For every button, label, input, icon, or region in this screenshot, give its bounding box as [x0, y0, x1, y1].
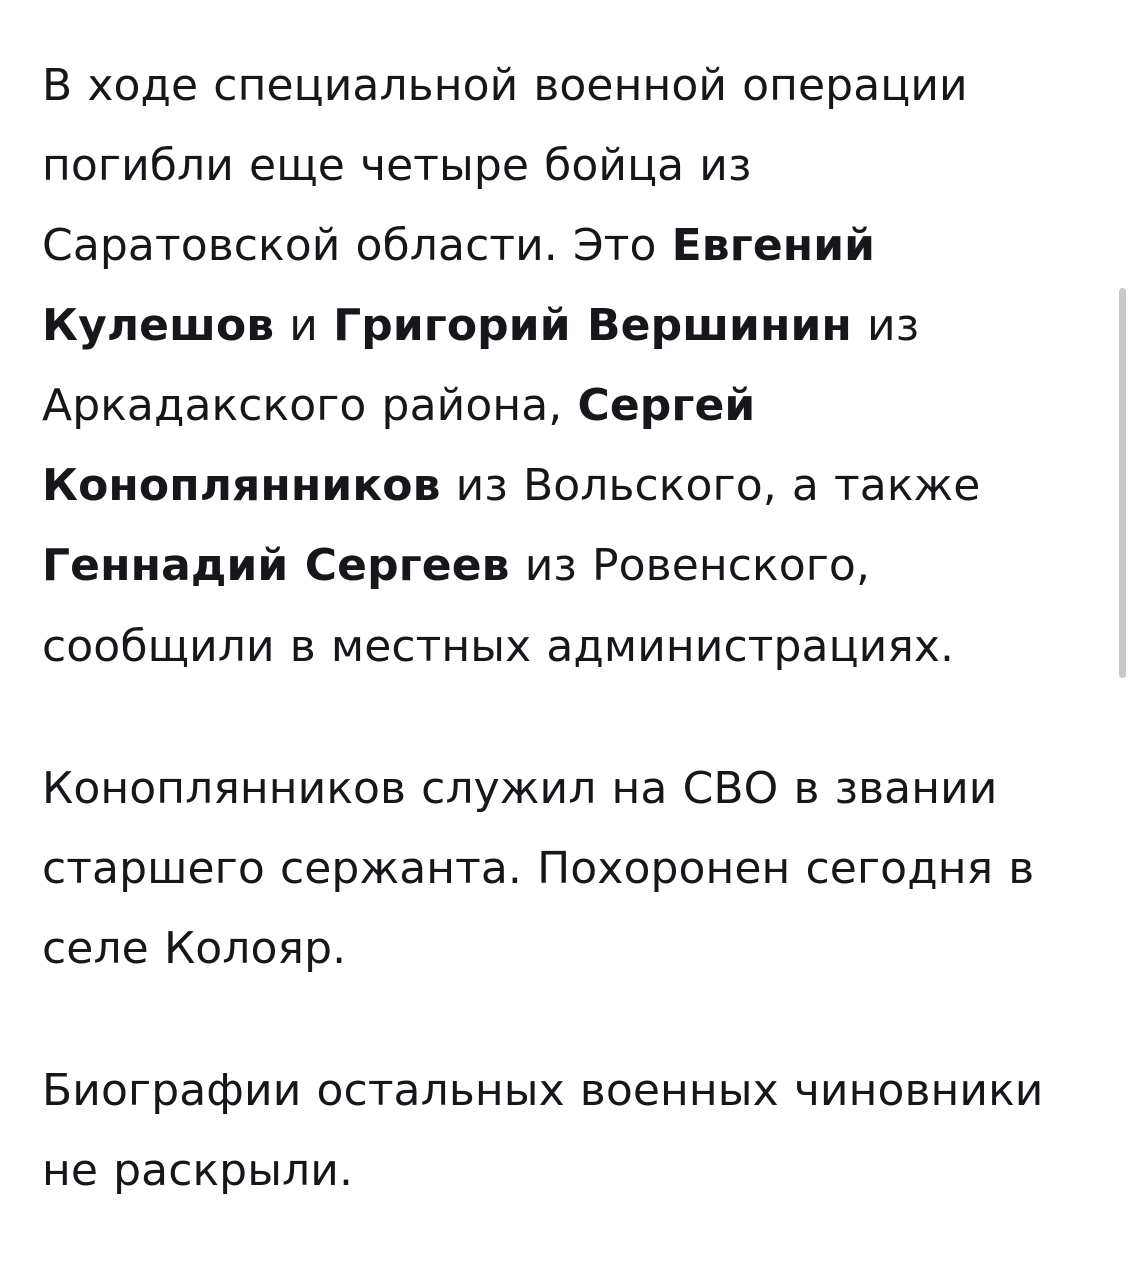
body-text: из Аркадакского района, — [42, 300, 920, 432]
paragraph — [42, 1051, 1052, 1211]
body-text: из Вольского, а также — [440, 460, 981, 512]
article-body — [42, 46, 1052, 1211]
emphasized-text: Сергей Коноплянников — [42, 380, 756, 512]
body-text: В ходе специальной военной операции погибли еще четыре бойца из Саратовской области. Это — [42, 60, 968, 272]
paragraph — [42, 749, 1052, 989]
body-text: Коноплянников служил на СВО в звании старшего сержанта. Похоронен сегодня в селе Колояр. — [42, 762, 1035, 974]
emphasized-text: Евгений Кулешов — [42, 220, 876, 352]
body-text: Биографии остальных военных чиновники не раскрыли. — [42, 1064, 1044, 1196]
emphasized-text: Григорий Вершинин — [333, 300, 852, 352]
scrollbar-thumb[interactable] — [1119, 288, 1126, 678]
vertical-scrollbar[interactable] — [1127, 0, 1135, 1280]
paragraph — [42, 46, 1052, 687]
emphasized-text: Геннадий Сергеев — [42, 540, 510, 592]
body-text: из Ровенского, сообщили в местных администрациях. — [42, 540, 955, 672]
body-text: и — [274, 300, 334, 352]
